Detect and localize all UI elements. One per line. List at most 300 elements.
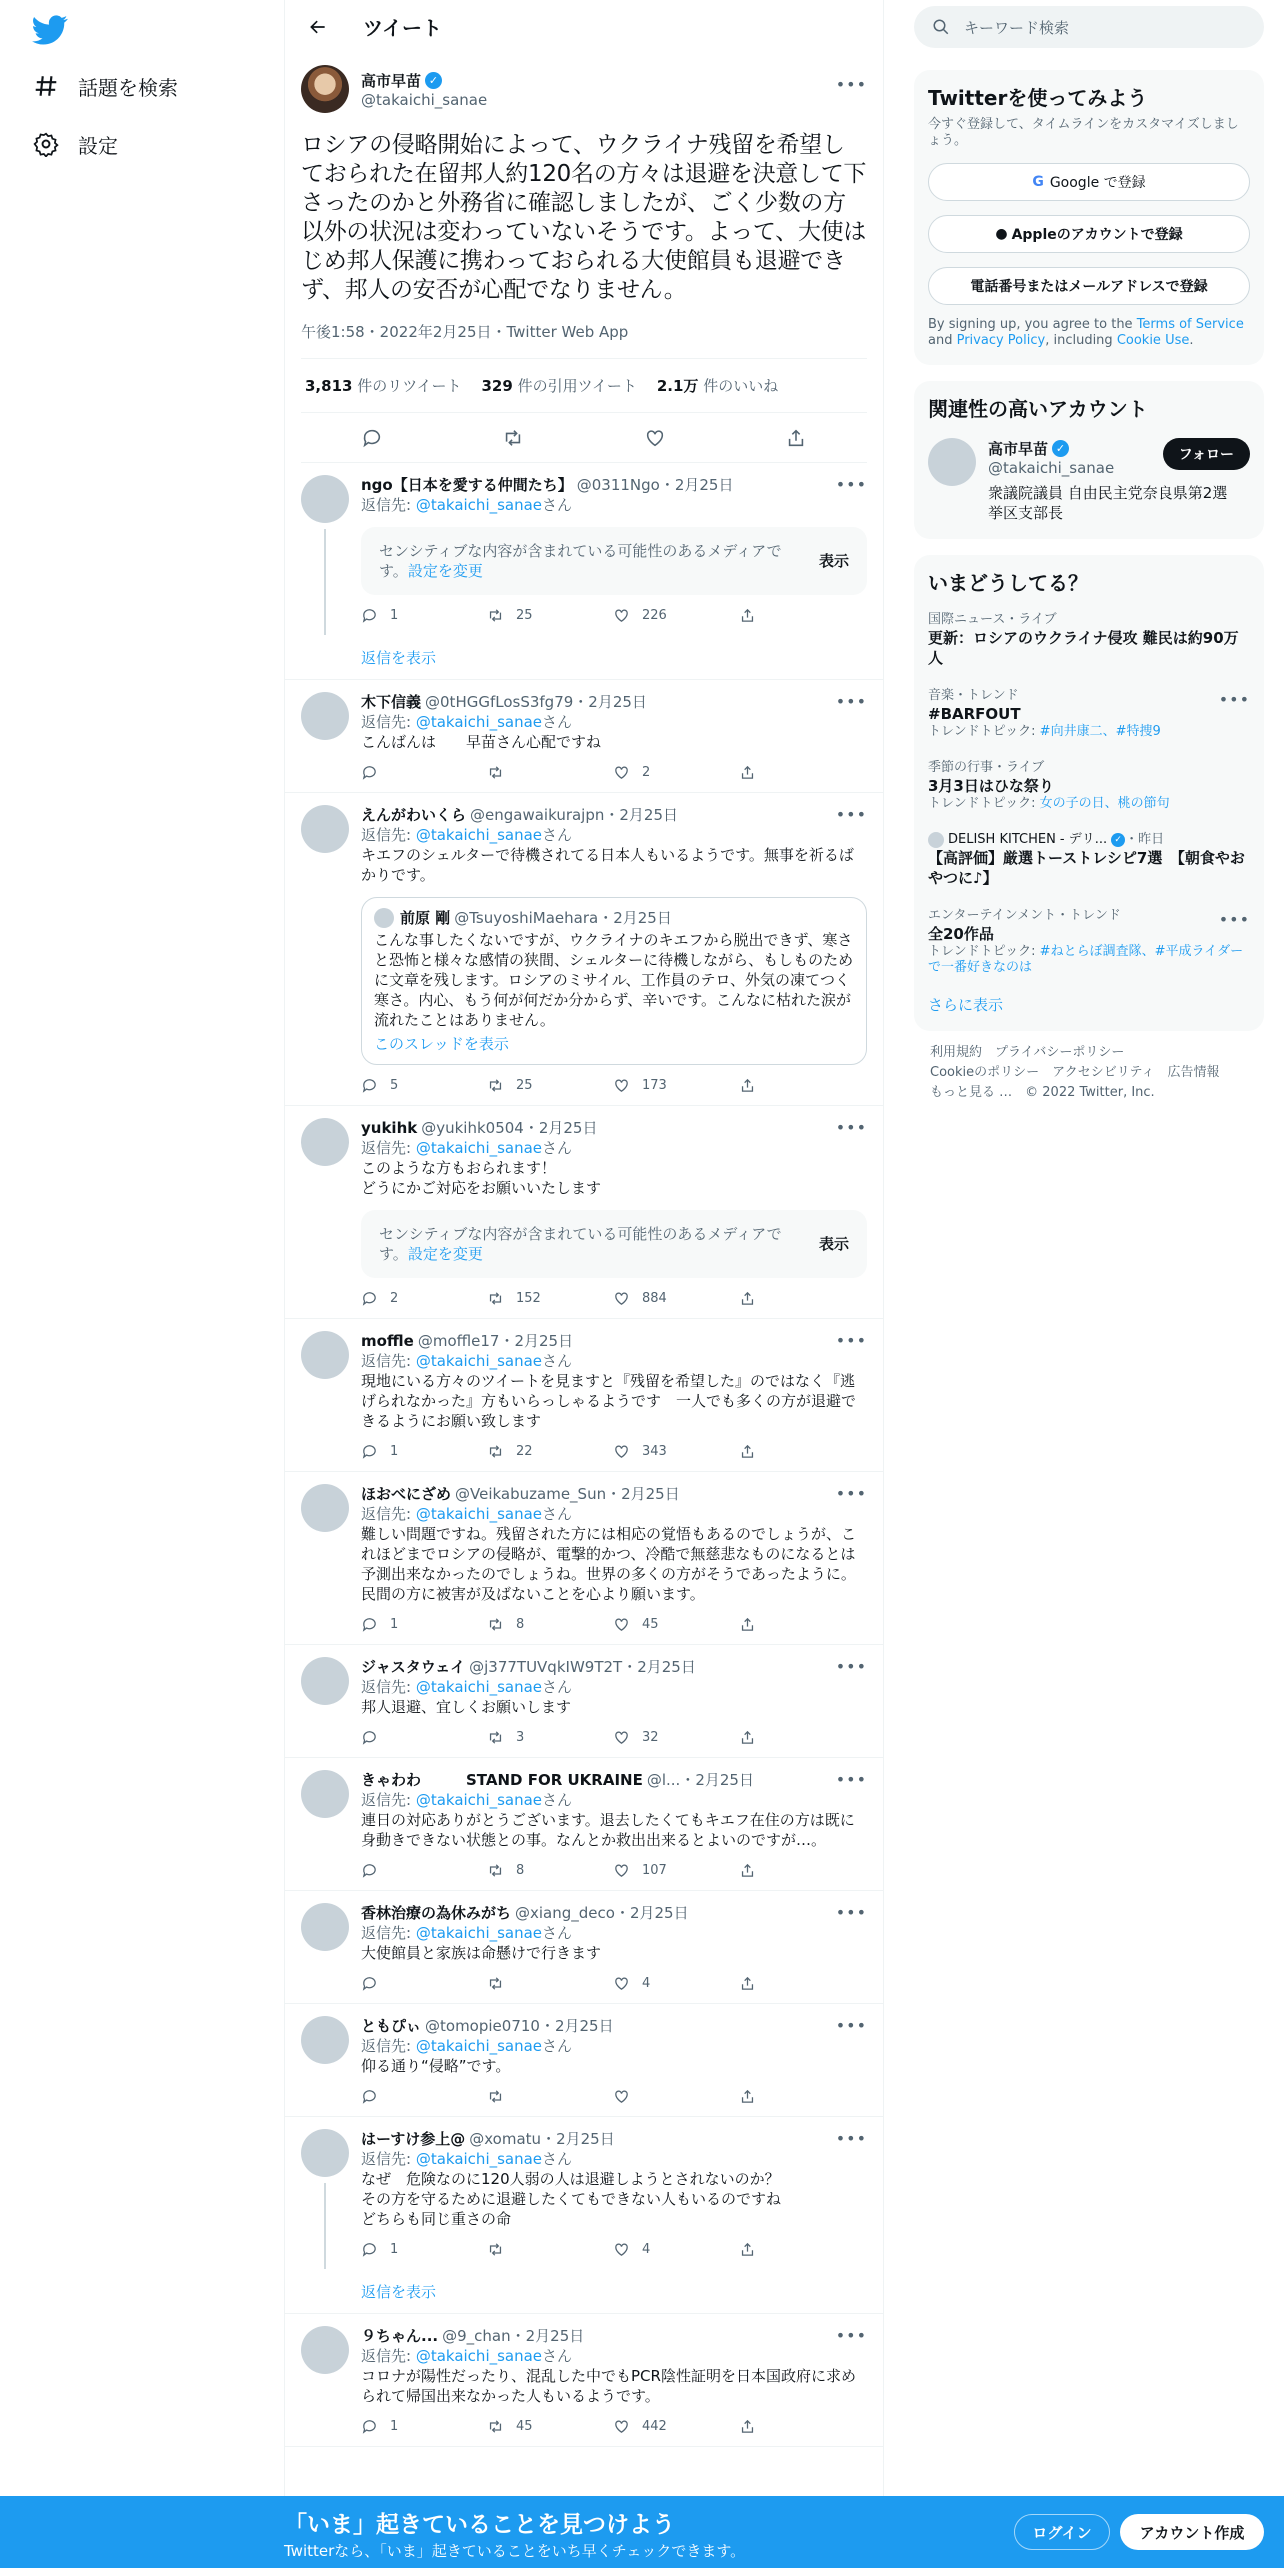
trend-item[interactable]: 季節の行事・ライブ 3月3日はひな祭り トレンドトピック: 女の子の日、桃の節句 xyxy=(928,760,1170,811)
more-options-icon[interactable]: ••• xyxy=(1218,690,1250,709)
bottom-title: 「いま」起きていることを見つけよう xyxy=(284,2512,675,2538)
reply-date[interactable]: ・2月25日 xyxy=(606,1485,680,1503)
reply-author-name[interactable]: きゃわわ STAND FOR UKRAINE xyxy=(361,1771,643,1789)
reply-actions xyxy=(361,1065,867,1105)
like-icon xyxy=(613,1975,630,1992)
reply-icon xyxy=(361,1862,378,1879)
retweet-button[interactable]: 3 xyxy=(487,1729,613,1746)
reply-icon xyxy=(361,2418,378,2435)
share-button[interactable] xyxy=(739,1443,865,1460)
show-media-button[interactable]: 表示 xyxy=(818,1235,849,1253)
bottom-signup-bar xyxy=(0,2496,1284,2568)
like-button[interactable]: 2 xyxy=(613,764,739,781)
related-account[interactable] xyxy=(928,438,1250,523)
reply-date[interactable]: ・2月25日 xyxy=(499,1332,574,1350)
google-icon: G xyxy=(1032,174,1044,190)
share-icon xyxy=(739,1729,756,1746)
nav-explore-label: 話題を検索 xyxy=(78,75,178,100)
nav-settings[interactable] xyxy=(32,124,118,164)
mention-link[interactable]: @takaichi_sanae xyxy=(415,1678,543,1696)
reply-text: 難しい問題ですね。残留された方には相応の覚悟もあるのでしょうが、これほどまでロシアの侵略が、電撃的かつ、冷酷で無慈悲なものになるとは予測出来なかったのでしょうね。世界の多くの方がそうであったように。民間の方に被害が及ばないことを心より願います。 xyxy=(361,1525,857,1603)
reply-author-name[interactable]: 木下信義 xyxy=(361,693,422,711)
avatar xyxy=(374,908,394,928)
follow-button[interactable]: フォロー xyxy=(1163,438,1250,470)
verified-badge-icon: ✓ xyxy=(1111,833,1125,847)
avatar[interactable] xyxy=(301,2129,349,2177)
reply-date[interactable]: ・2月25日 xyxy=(659,476,734,494)
nav-explore[interactable] xyxy=(32,66,178,106)
twitter-logo-icon[interactable] xyxy=(32,12,68,48)
tweet-actions xyxy=(301,413,867,463)
reply-to: 返信先: @takaichi_sanaeさん xyxy=(361,496,573,514)
reply-date[interactable]: ・2月25日 xyxy=(510,2327,585,2345)
reply-button[interactable]: 1 xyxy=(361,1616,487,1633)
reply-author-name[interactable]: moffle xyxy=(361,1332,414,1350)
footer-privacy[interactable]: プライバシーポリシー xyxy=(995,1045,1125,1060)
reply-author-name[interactable]: 香林治療の為休みがち xyxy=(361,1904,512,1922)
reply-date[interactable]: ・2月25日 xyxy=(680,1771,754,1789)
reply-author-handle[interactable]: @0tHGGfLosS3fg79 xyxy=(425,693,574,711)
reply-author-handle[interactable]: @l... xyxy=(646,1771,681,1789)
retweet-icon xyxy=(487,1443,504,1460)
settings-link[interactable]: 設定を変更 xyxy=(407,1245,483,1263)
gear-icon xyxy=(32,130,60,158)
avatar[interactable] xyxy=(301,2016,349,2064)
show-replies-link[interactable]: 返信を表示 xyxy=(361,2282,437,2301)
reply-date[interactable]: ・2月25日 xyxy=(539,2017,614,2035)
page-title: ツイート xyxy=(363,16,442,40)
author-name[interactable]: 高市早苗 xyxy=(361,71,422,90)
bottom-subtitle: Twitterなら、「いま」起きていることをいち早くチェックできます。 xyxy=(284,2542,746,2560)
like-icon xyxy=(613,1616,630,1633)
show-thread-link[interactable]: このスレッドを表示 xyxy=(374,1035,509,1053)
more-options-icon[interactable]: ••• xyxy=(835,75,867,94)
retweet-icon[interactable] xyxy=(502,427,524,449)
mention-link[interactable]: @takaichi_sanae xyxy=(415,1352,543,1370)
reply-to: 返信先: @takaichi_sanaeさん xyxy=(361,2037,573,2055)
tweet-meta[interactable]: 午後1:58・2022年2月25日・Twitter Web App xyxy=(301,321,867,359)
trend-item[interactable]: エンターテインメント・トレンド 全20作品 トレンドトピック: #ねとらぼ調査隊、#平成ライダーで一番好きなのは ••• xyxy=(928,908,1250,975)
like-button[interactable]: 45 xyxy=(613,1616,739,1633)
more-options-icon[interactable]: ••• xyxy=(835,1903,867,1922)
reply-author-name[interactable]: ともぴぃ xyxy=(361,2017,422,2035)
related-accounts-card xyxy=(914,381,1264,539)
back-arrow-icon[interactable] xyxy=(301,10,335,44)
like-button[interactable]: 442 xyxy=(613,2418,739,2435)
reply-author-name[interactable]: ngo【日本を愛する仲間たち】 xyxy=(361,476,573,494)
reply-date[interactable]: ・2月25日 xyxy=(573,693,647,711)
retweet-button[interactable]: 22 xyxy=(487,1443,613,1460)
reply-author-handle[interactable]: @engawaikurajpn xyxy=(470,806,605,824)
signup-card xyxy=(914,70,1264,365)
like-icon[interactable] xyxy=(644,427,666,449)
share-icon xyxy=(739,1077,756,1094)
reply-date[interactable]: ・2月25日 xyxy=(622,1658,696,1676)
retweet-button[interactable]: 45 xyxy=(487,2418,613,2435)
reply-actions xyxy=(361,2229,867,2269)
show-replies-link[interactable]: 返信を表示 xyxy=(361,648,437,667)
reply-button[interactable]: 1 xyxy=(361,607,487,624)
reply-author-handle[interactable]: @xiang_deco xyxy=(515,1904,615,1922)
reply-author-name[interactable]: ジャスタウェイ xyxy=(361,1658,466,1676)
search-placeholder: キーワード検索 xyxy=(964,18,1070,37)
retweet-icon xyxy=(487,1729,504,1746)
cookie-link[interactable]: Cookie Use xyxy=(1116,333,1190,348)
like-button[interactable]: 4 xyxy=(613,2241,739,2258)
reply-button[interactable]: 2 xyxy=(361,1290,487,1307)
reply-author-handle[interactable]: @j377TUVqkIW9T2T xyxy=(469,1658,623,1676)
retweet-icon xyxy=(487,764,504,781)
footer-accessibility[interactable]: アクセシビリティ xyxy=(1052,1065,1155,1080)
reply-button[interactable] xyxy=(361,764,487,781)
like-button[interactable]: 226 xyxy=(613,607,739,624)
reply-icon xyxy=(361,1729,378,1746)
login-button[interactable]: ログイン xyxy=(1014,2514,1110,2550)
avatar[interactable] xyxy=(301,1903,349,1951)
privacy-link[interactable]: Privacy Policy xyxy=(956,333,1046,348)
reply-author-handle[interactable]: @0311Ngo xyxy=(576,476,660,494)
thread-line xyxy=(324,2183,326,2269)
retweet-icon xyxy=(487,1616,504,1633)
quote-count[interactable]: 329 件の引用ツイート xyxy=(481,377,637,395)
avatar[interactable] xyxy=(301,475,349,523)
like-button[interactable]: 107 xyxy=(613,1862,739,1879)
reply-author-name[interactable]: ほおべにざめ xyxy=(361,1485,452,1503)
trends-title: いまどうしてる？ xyxy=(928,571,1088,595)
right-sidebar xyxy=(914,0,1264,1115)
avatar[interactable] xyxy=(301,805,349,853)
thread-line xyxy=(324,529,326,635)
like-button[interactable]: 4 xyxy=(613,1975,739,1992)
reply-tweet[interactable] xyxy=(285,463,883,680)
reply-to: 返信先: @takaichi_sanaeさん xyxy=(361,713,573,731)
trend-item[interactable]: 国際ニュース・ライブ 更新：ロシアのウクライナ侵攻 難民は約90万人 xyxy=(928,612,1239,667)
verified-badge-icon: ✓ xyxy=(425,72,442,89)
like-button[interactable]: 884 xyxy=(613,1290,739,1307)
reply-actions xyxy=(361,595,867,635)
reply-icon xyxy=(361,2088,378,2105)
like-icon xyxy=(613,764,630,781)
reply-author-handle[interactable]: @Veikabuzame_Sun xyxy=(455,1485,607,1503)
related-name[interactable]: 高市早苗 xyxy=(988,440,1049,458)
reply-date[interactable]: ・2月25日 xyxy=(604,806,679,824)
main-column xyxy=(284,0,884,2568)
reply-date[interactable]: ・2月25日 xyxy=(541,2130,615,2148)
reply-author-name[interactable]: ９ちゃん... xyxy=(361,2327,439,2345)
retweet-button[interactable] xyxy=(487,2088,613,2105)
reply-icon xyxy=(361,607,378,624)
reply-tweet[interactable] xyxy=(285,1106,883,1319)
reply-icon xyxy=(361,1616,378,1633)
share-icon xyxy=(739,2241,756,2258)
reply-icon[interactable] xyxy=(361,427,383,449)
reply-actions xyxy=(361,1604,867,1644)
share-button[interactable] xyxy=(739,607,865,624)
retweet-button[interactable]: 25 xyxy=(487,1077,613,1094)
retweet-count[interactable]: 3,813 件のリツイート xyxy=(305,377,462,395)
left-nav xyxy=(0,0,284,2568)
apple-signup-button[interactable]: ● Appleのアカウントで登録 xyxy=(928,215,1250,253)
reply-icon xyxy=(361,2241,378,2258)
main-tweet xyxy=(285,53,883,463)
apple-icon: ● xyxy=(995,226,1008,242)
mention-link[interactable]: @takaichi_sanae xyxy=(415,1924,543,1942)
retweet-icon xyxy=(487,2088,504,2105)
reply-text: こんばんは 早苗さん心配ですね xyxy=(361,733,602,751)
like-button[interactable]: 343 xyxy=(613,1443,739,1460)
mention-link[interactable]: @takaichi_sanae xyxy=(415,1505,543,1523)
reply-to: 返信先: @takaichi_sanaeさん xyxy=(361,1924,573,1942)
like-icon xyxy=(613,1443,630,1460)
reply-tweet[interactable] xyxy=(285,1645,883,1758)
reply-actions xyxy=(361,1278,867,1318)
reply-tweet[interactable] xyxy=(285,793,883,1106)
reply-button[interactable] xyxy=(361,1862,487,1879)
nav-settings-label: 設定 xyxy=(78,133,118,158)
reply-author-handle[interactable]: @tomopie0710 xyxy=(425,2017,540,2035)
reply-actions xyxy=(361,752,867,792)
retweet-icon xyxy=(487,1975,504,1992)
mention-link[interactable]: @takaichi_sanae xyxy=(415,826,543,844)
reply-actions xyxy=(361,1717,867,1757)
more-options-icon[interactable]: ••• xyxy=(835,805,867,824)
mention-link[interactable]: @takaichi_sanae xyxy=(415,1139,543,1157)
trend-item[interactable]: DELISH KITCHEN - デリ... ✓ ・昨日 【高評価】厳選トーストレシピ7選 【朝食やおやつに♪】 xyxy=(928,832,1245,887)
related-title: 関連性の高いアカウント xyxy=(928,397,1148,421)
mention-link[interactable]: @takaichi_sanae xyxy=(415,713,543,731)
share-button[interactable] xyxy=(739,764,865,781)
like-icon xyxy=(613,2088,630,2105)
reply-tweet[interactable] xyxy=(285,1319,883,1472)
reply-author-name[interactable]: yukihk xyxy=(361,1119,418,1137)
mention-link[interactable]: @takaichi_sanae xyxy=(415,2347,543,2365)
reply-author-handle[interactable]: @9_chan xyxy=(442,2327,511,2345)
like-icon xyxy=(613,1862,630,1879)
share-icon xyxy=(739,2088,756,2105)
reply-to: 返信先: @takaichi_sanaeさん xyxy=(361,1791,573,1809)
reply-tweet[interactable] xyxy=(285,2314,883,2447)
share-icon xyxy=(739,1616,756,1633)
page-header xyxy=(285,0,883,53)
related-bio: 衆議院議員 自由民主党奈良県第2選挙区支部長 xyxy=(988,484,1228,522)
quoted-tweet[interactable]: 前原 剛 @TsuyoshiMaehara ・2月25日 こんな事したくないですが、ウクライナのキエフから脱出できず、寒さと恐怖と様々な感情の狭間、シェルターに待機しながら、もしものために文章を残します。ロシアのミサイル、工作員のテロ、外気の凍てつく寒さ。内心、もう何が何だか分からず、辛いです。こんなに枯れた涙が流れたことはありません。 このスレッドを表示 xyxy=(361,897,867,1065)
reply-button[interactable] xyxy=(361,1729,487,1746)
reply-icon xyxy=(361,1443,378,1460)
mention-link[interactable]: @takaichi_sanae xyxy=(415,1791,543,1809)
reply-to: 返信先: @takaichi_sanaeさん xyxy=(361,2347,573,2365)
like-button[interactable]: 32 xyxy=(613,1729,739,1746)
reply-text: このような方もおられます！ xyxy=(361,1159,557,1177)
share-icon xyxy=(739,607,756,624)
retweet-icon xyxy=(487,2241,504,2258)
like-icon xyxy=(613,2418,630,2435)
share-button[interactable] xyxy=(739,2241,865,2258)
signup-title: Twitterを使ってみよう xyxy=(928,86,1148,110)
retweet-button[interactable] xyxy=(487,2241,613,2258)
reply-button[interactable] xyxy=(361,1975,487,1992)
like-button[interactable] xyxy=(613,2088,739,2105)
quote-text: こんな事したくないですが、ウクライナのキエフから脱出できず、寒さと恐怖と様々な感情の狭間、シェルターに待機しながら、もしものために文章を残します。ロシアのミサイル、工作員のテロ、外気の凍てつく寒さ。内心、もう何が何だか分からず、辛いです。こんなに枯れた涙が流れたことはありません。 xyxy=(374,931,854,1029)
reply-text: どうにかご対応をお願いいたします xyxy=(361,1179,602,1197)
more-options-icon[interactable]: ••• xyxy=(835,1484,867,1503)
retweet-button[interactable]: 25 xyxy=(487,607,613,624)
share-button[interactable] xyxy=(739,1290,865,1307)
share-button[interactable] xyxy=(739,1862,865,1879)
reply-tweet[interactable] xyxy=(285,1758,883,1891)
share-button[interactable] xyxy=(739,1077,865,1094)
reply-actions xyxy=(361,1963,867,2003)
reply-author-handle[interactable]: @xomatu xyxy=(469,2130,542,2148)
phone-signup-button[interactable]: 電話番号またはメールアドレスで登録 xyxy=(928,267,1250,305)
reply-tweet[interactable] xyxy=(285,2004,883,2117)
share-button[interactable] xyxy=(739,1729,865,1746)
reply-date[interactable]: ・2月25日 xyxy=(614,1904,689,1922)
more-options-icon[interactable]: ••• xyxy=(835,475,867,494)
avatar[interactable] xyxy=(301,1331,349,1379)
reply-text: 仰る通り“侵略”です。 xyxy=(361,2057,511,2075)
reply-text: その方を守るために退避したくてもできない人もいるのですね xyxy=(361,2190,782,2208)
more-options-icon[interactable]: ••• xyxy=(835,2129,867,2148)
reply-button[interactable]: 1 xyxy=(361,2418,487,2435)
more-options-icon[interactable]: ••• xyxy=(835,2326,867,2345)
reply-actions xyxy=(361,1431,867,1471)
retweet-button[interactable] xyxy=(487,1975,613,1992)
tweet-text: ロシアの侵略開始によって、ウクライナ残留を希望しておられた在留邦人約120名の方々は退避を決意して下さったのかと外務省に確認しましたが、ごく少数の方以外の状況は変わっていないそうです。よって、大使はじめ邦人保護に携わっておられる大使館員も退避できず、邦人の安否が心配でなりません。 xyxy=(301,132,867,303)
show-media-button[interactable]: 表示 xyxy=(818,552,849,570)
reply-text: 邦人退避、宜しくお願いします xyxy=(361,1698,572,1716)
avatar[interactable] xyxy=(928,438,976,486)
reply-text: なぜ 危険なのに120人弱の人は退避しようとされないのか？ xyxy=(361,2170,780,2188)
retweet-button[interactable]: 152 xyxy=(487,1290,613,1307)
share-button[interactable] xyxy=(739,1616,865,1633)
reply-author-handle[interactable]: @moffle17 xyxy=(417,1332,500,1350)
reply-tweet[interactable] xyxy=(285,680,883,793)
reply-to: 返信先: @takaichi_sanaeさん xyxy=(361,1678,573,1696)
reply-text: 現地にいる方々のツイートを見ますと『残留を希望した』のではなく『逃げられなかった』方もいらっしゃるようです 一人でも多くの方が退避できるようにお願い致します xyxy=(361,1372,857,1430)
reply-author-name[interactable]: はーすけ参上@ xyxy=(361,2130,466,2148)
sensitive-media-warning: センシティブな内容が含まれている可能性のあるメディアです。設定を変更 表示 xyxy=(361,527,867,595)
reply-button[interactable] xyxy=(361,2088,487,2105)
avatar[interactable] xyxy=(301,1118,349,1166)
tweet-stats xyxy=(301,359,867,413)
show-more-trends[interactable]: さらに表示 xyxy=(928,996,1004,1014)
mention-link[interactable]: @takaichi_sanae xyxy=(415,496,543,514)
reply-to: 返信先: @takaichi_sanaeさん xyxy=(361,826,573,844)
like-count[interactable]: 2.1万 件のいいね xyxy=(656,377,779,395)
signup-terms: By signing up, you agree to the Terms of Service and Privacy Policy, including Cookie Use. xyxy=(928,317,1244,348)
reply-author-handle[interactable]: @yukihk0504 xyxy=(421,1119,524,1137)
share-button[interactable] xyxy=(739,2088,865,2105)
reply-tweet[interactable] xyxy=(285,2117,883,2314)
more-options-icon[interactable]: ••• xyxy=(835,1657,867,1676)
sensitive-media-warning: センシティブな内容が含まれている可能性のあるメディアです。設定を変更 表示 xyxy=(361,1210,867,1278)
reply-icon xyxy=(361,1975,378,1992)
reply-icon xyxy=(361,1290,378,1307)
terms-link[interactable]: Terms of Service xyxy=(1136,317,1244,332)
retweet-icon xyxy=(487,607,504,624)
footer-more[interactable]: もっと見る … xyxy=(930,1085,1013,1100)
retweet-icon xyxy=(487,1077,504,1094)
share-icon xyxy=(739,1443,756,1460)
trends-card xyxy=(914,555,1264,1031)
avatar[interactable] xyxy=(301,692,349,740)
avatar[interactable] xyxy=(301,2326,349,2374)
reply-text: キエフのシェルターで待機されてる日本人もいるようです。無事を祈るばかりです。 xyxy=(361,846,854,884)
more-options-icon[interactable]: ••• xyxy=(835,1118,867,1137)
avatar[interactable] xyxy=(301,65,349,113)
share-icon xyxy=(739,764,756,781)
footer-cookie[interactable]: Cookieのポリシー xyxy=(930,1065,1040,1080)
share-icon[interactable] xyxy=(785,427,807,449)
like-icon xyxy=(613,1077,630,1094)
retweet-button[interactable]: 8 xyxy=(487,1862,613,1879)
share-icon xyxy=(739,2418,756,2435)
avatar[interactable] xyxy=(301,1770,349,1818)
more-options-icon[interactable]: ••• xyxy=(1218,910,1250,929)
share-button[interactable] xyxy=(739,1975,865,1992)
reply-list xyxy=(285,463,883,2447)
hashtag-icon xyxy=(32,72,60,100)
settings-link[interactable]: 設定を変更 xyxy=(407,562,483,580)
reply-date[interactable]: ・2月25日 xyxy=(523,1119,598,1137)
reply-icon xyxy=(361,1077,378,1094)
avatar[interactable] xyxy=(301,1484,349,1532)
reply-actions xyxy=(361,2076,867,2116)
like-icon xyxy=(613,2241,630,2258)
signup-subtitle: 今すぐ登録して、タイムラインをカスタマイズしましょう。 xyxy=(928,117,1239,148)
more-options-icon[interactable]: ••• xyxy=(835,692,867,711)
retweet-icon xyxy=(487,1290,504,1307)
footer-ads[interactable]: 広告情報 xyxy=(1167,1065,1220,1080)
reply-tweet[interactable] xyxy=(285,1891,883,2004)
avatar xyxy=(928,832,944,848)
trend-item[interactable]: 音楽・トレンド #BARFOUT トレンドトピック: #向井康二、#特捜9 ••• xyxy=(928,688,1250,739)
related-handle[interactable]: @takaichi_sanae xyxy=(988,459,1115,477)
mention-link[interactable]: @takaichi_sanae xyxy=(415,2037,543,2055)
signup-button[interactable]: アカウント作成 xyxy=(1120,2514,1264,2550)
reply-author-name[interactable]: えんがわいくら xyxy=(361,806,467,824)
reply-to: 返信先: @takaichi_sanaeさん xyxy=(361,1352,573,1370)
more-options-icon[interactable]: ••• xyxy=(835,2016,867,2035)
like-button[interactable]: 173 xyxy=(613,1077,739,1094)
reply-button[interactable]: 5 xyxy=(361,1077,487,1094)
more-options-icon[interactable]: ••• xyxy=(835,1770,867,1789)
reply-to: 返信先: @takaichi_sanaeさん xyxy=(361,1505,573,1523)
search-icon xyxy=(932,18,950,36)
more-options-icon[interactable]: ••• xyxy=(835,1331,867,1350)
reply-button[interactable]: 1 xyxy=(361,2241,487,2258)
retweet-button[interactable]: 8 xyxy=(487,1616,613,1633)
reply-actions xyxy=(361,1850,867,1890)
like-icon xyxy=(613,607,630,624)
avatar[interactable] xyxy=(301,1657,349,1705)
mention-link[interactable]: @takaichi_sanae xyxy=(415,2150,543,2168)
verified-badge-icon: ✓ xyxy=(1052,440,1069,457)
reply-icon xyxy=(361,764,378,781)
footer-terms[interactable]: 利用規約 xyxy=(930,1045,983,1060)
retweet-button[interactable] xyxy=(487,764,613,781)
share-icon xyxy=(739,1290,756,1307)
search-input[interactable] xyxy=(914,6,1264,48)
author-handle[interactable]: @takaichi_sanae xyxy=(361,90,488,109)
reply-button[interactable]: 1 xyxy=(361,1443,487,1460)
share-button[interactable] xyxy=(739,2418,865,2435)
retweet-icon xyxy=(487,1862,504,1879)
footer-copyright: © 2022 Twitter, Inc. xyxy=(1025,1085,1155,1100)
google-signup-button[interactable]: G Google で登録 xyxy=(928,163,1250,201)
share-icon xyxy=(739,1862,756,1879)
reply-tweet[interactable] xyxy=(285,1472,883,1645)
